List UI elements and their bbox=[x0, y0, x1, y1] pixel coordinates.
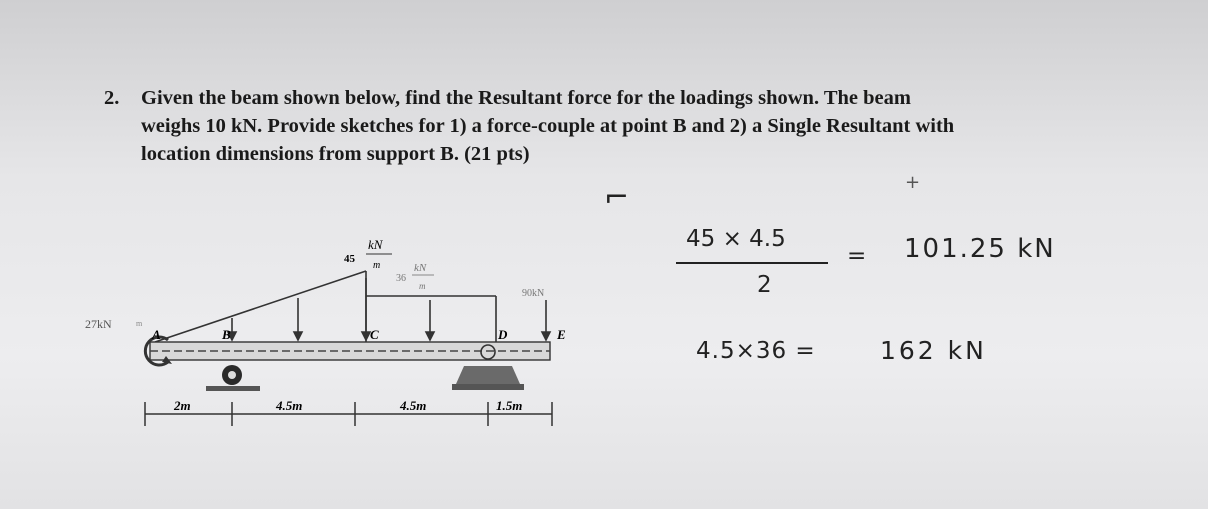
problem-number: 2. bbox=[104, 87, 120, 109]
expression-2: 4.5×36 = bbox=[696, 338, 816, 364]
fraction-numerator: 45 × 4.5 bbox=[686, 226, 786, 252]
moment-a-value: 27kN bbox=[85, 317, 112, 331]
load-45-value: 45 bbox=[344, 253, 355, 265]
dimension-4-5m-first: 4.5m bbox=[276, 398, 303, 413]
point-load-e: 90kN bbox=[522, 288, 545, 299]
problem-line-3: location dimensions from support B. (21 pts) bbox=[141, 143, 530, 165]
label-a: A bbox=[152, 327, 161, 342]
fraction-denominator: 2 bbox=[757, 272, 772, 298]
fraction-bar bbox=[676, 262, 828, 264]
load-45-unit-top: kN bbox=[368, 237, 383, 252]
load-36-unit-bottom: m bbox=[419, 281, 426, 291]
handwritten-bracket: ⌐ bbox=[604, 180, 630, 215]
dimension-1-5m: 1.5m bbox=[496, 398, 523, 413]
label-b: B bbox=[222, 327, 231, 342]
label-d: D bbox=[498, 327, 508, 342]
dimension-line bbox=[145, 402, 552, 426]
load-36-unit-top: kN bbox=[414, 262, 427, 274]
dimension-4-5m-second: 4.5m bbox=[400, 398, 427, 413]
load-36-value: 36 bbox=[396, 273, 406, 284]
label-e: E bbox=[557, 327, 566, 342]
distributed-load-outline bbox=[155, 271, 496, 342]
result-2: 162 kN bbox=[880, 336, 987, 365]
label-c: C bbox=[370, 327, 379, 342]
problem-line-2: weighs 10 kN. Provide sketches for 1) a force-couple at point B and 2) a Single Resultant with bbox=[141, 115, 955, 137]
support-b bbox=[206, 365, 260, 391]
dimension-2m: 2m bbox=[174, 398, 191, 413]
equals-sign: = bbox=[847, 243, 867, 269]
moment-a-unit: m bbox=[136, 319, 143, 328]
load-45-unit-bottom: m bbox=[373, 260, 381, 271]
result-1: 101.25 kN bbox=[904, 234, 1056, 264]
problem-line-1: Given the beam shown below, find the Resultant force for the loadings shown. The beam bbox=[141, 87, 911, 109]
handwritten-plus: + bbox=[905, 172, 921, 193]
